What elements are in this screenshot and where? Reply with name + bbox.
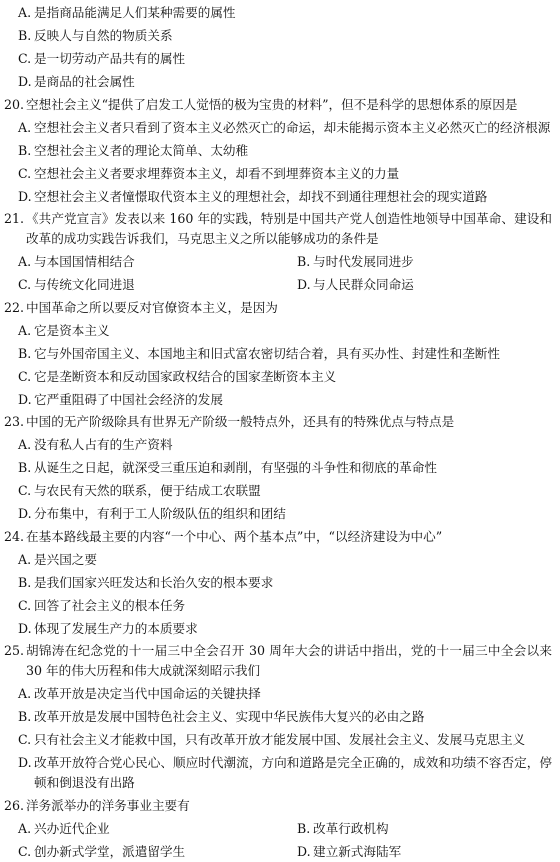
option-text: 与农民有天然的联系，便于结成工农联盟 [34,483,261,498]
option-letter: D. [297,277,311,292]
option-text: 改革行政机构 [313,820,389,836]
option-text: 创办新式学堂，派遣留学生 [34,843,186,859]
option-text: 从诞生之日起，就深受三重压迫和剥削，有坚强的斗争性和彻底的革命性 [34,460,437,475]
option-letter: A. [18,119,32,135]
option-b [4,141,552,161]
option-letter: C. [18,597,32,613]
option-b [285,819,552,839]
question-text: 《共产党宣言》发表以来 160 年的实践，特别是中国共产党人创造性地领导中国革命、建设和改革的成功实践告诉我们，马克思主义之所以能够成功的条件是 [26,211,552,246]
option-b [285,252,552,272]
option-c [4,596,552,616]
option-a [18,819,285,839]
option-row [4,275,552,295]
option-d [4,753,552,793]
question-26 [4,796,552,862]
question-22 [4,298,552,410]
option-c [4,367,552,387]
option-c [4,730,552,750]
option-text: 改革开放是发展中国特色社会主义、实现中华民族伟大复兴的必由之路 [34,709,425,724]
option-letter: B. [18,28,32,43]
option-text: 只有社会主义才能救中国，只有改革开放才能发展中国、发展社会主义、发展马克思主义 [34,732,526,747]
option-text: 没有私人占有的生产资料 [34,437,173,452]
option-text: 改革开放是决定当代中国命运的关键抉择 [34,686,261,701]
option-text: 是兴国之要 [34,551,97,567]
option-letter: A. [18,551,32,567]
option-row [4,252,552,272]
option-letter: A. [18,254,32,269]
question-text: 胡锦涛在纪念党的十一届三中全会召开 30 周年大会的讲话中指出，党的十一届三中全会以来 30 年的伟大历程和伟大成就深刻昭示我们 [26,643,552,678]
option-letter: B. [297,254,311,269]
question-stem [4,527,552,547]
question-text: 洋务派举办的洋务事业主要有 [26,797,190,813]
option-c [18,275,285,295]
option-text: 它是垄断资本和反动国家政权结合的国家垄断资本主义 [34,368,337,384]
option-d [4,390,552,410]
question-23 [4,412,552,524]
option-a [4,550,552,570]
option-b [4,573,552,593]
option-text: 与时代发展同进步 [313,254,414,269]
option-letter: B. [18,574,32,590]
option-b [4,458,552,478]
option-text: 是商品的社会属性 [34,74,135,89]
option-text: 兴办近代企业 [34,820,110,836]
option-letter: C. [18,732,32,747]
option-c [4,49,552,69]
option-text: 是指商品能满足人们某种需要的属性 [34,5,236,20]
option-text: 空想社会主义者要求埋葬资本主义，却看不到埋葬资本主义的力量 [34,165,400,181]
question-stem [4,95,552,115]
question-number: 26. [4,797,25,813]
option-letter: C. [18,483,32,498]
question-number: 21. [4,211,25,226]
option-b [4,344,552,364]
exam-page [0,3,560,859]
option-text: 它与外国帝国主义、本国地主和旧式富农密切结合着，具有买办性、封建性和垄断性 [34,345,500,361]
option-letter: C. [18,843,32,859]
option-letter: B. [18,345,32,361]
option-b [4,26,552,46]
option-text: 回答了社会主义的根本任务 [34,597,186,613]
option-b [4,707,552,727]
option-letter: B. [18,142,32,158]
option-text: 它严重阻碍了中国社会经济的发展 [34,391,223,407]
question-text: 空想社会主义“提供了启发工人觉悟的极为宝贵的材料”，但不是科学的思想体系的原因是 [26,96,518,112]
option-letter: C. [18,51,32,66]
option-text: 空想社会主义者憧憬取代资本主义的理想社会，却找不到通往理想社会的现实道路 [34,188,488,204]
option-a [4,118,552,138]
question-text: 中国的无产阶级除具有世界无产阶级一般特点外，还具有的特殊优点与特点是 [26,414,455,429]
option-text: 与人民群众同命运 [313,277,414,292]
option-row [4,842,552,862]
option-text: 空想社会主义者只看到了资本主义必然灭亡的命运，却未能揭示资本主义必然灭亡的经济根源 [34,119,551,135]
option-text: 建立新式海陆军 [313,843,402,859]
option-text: 它是资本主义 [34,322,110,338]
option-c [4,164,552,184]
question-stem [4,412,552,432]
question-text: 中国革命之所以要反对官僚资本主义，是因为 [26,299,278,315]
option-a [18,252,285,272]
option-letter: D. [18,188,32,204]
option-letter: D. [18,620,32,636]
option-letter: A. [18,820,32,836]
question-stem [4,796,552,816]
option-text: 分布集中，有利于工人阶级队伍的组织和团结 [34,506,286,521]
option-a [4,321,552,341]
prev-question-options [4,3,552,92]
option-letter: B. [18,709,32,724]
option-letter: D. [18,506,32,521]
option-text: 与本国国情相结合 [34,254,135,269]
option-text: 空想社会主义者的理论太简单、太幼稚 [34,142,249,158]
question-stem [4,298,552,318]
option-letter: D. [297,843,311,859]
option-letter: D. [18,755,32,770]
option-text: 与传统文化同进退 [34,277,135,292]
option-a [4,684,552,704]
question-number: 25. [4,643,25,658]
question-20 [4,95,552,207]
option-letter: A. [18,686,32,701]
option-letter: A. [18,322,32,338]
option-text: 改革开放符合党心民心、顺应时代潮流，方向和道路是完全正确的，成效和功绩不容否定，停顿和倒退没有出路 [34,755,552,790]
option-a [4,3,552,23]
option-letter: D. [18,74,32,89]
option-c [18,842,285,862]
option-letter: B. [297,820,311,836]
question-21 [4,209,552,295]
option-c [4,481,552,501]
option-letter: C. [18,165,32,181]
option-d [4,619,552,639]
question-stem [4,641,552,681]
option-d [4,187,552,207]
option-letter: A. [18,437,32,452]
option-d [4,504,552,524]
question-number: 20. [4,96,25,112]
question-number: 23. [4,414,25,429]
question-stem [4,209,552,249]
option-text: 体现了发展生产力的本质要求 [34,620,198,636]
option-a [4,435,552,455]
question-number: 24. [4,528,25,544]
option-letter: D. [18,391,32,407]
question-text: 在基本路线最主要的内容“一个中心、两个基本点”中，“以经济建设为中心” [26,528,443,544]
option-letter: C. [18,368,32,384]
option-d [285,842,552,862]
option-letter: A. [18,5,32,20]
option-row [4,819,552,839]
option-text: 是我们国家兴旺发达和长治久安的根本要求 [34,574,274,590]
option-letter: B. [18,460,32,475]
option-d [285,275,552,295]
option-d [4,72,552,92]
option-text: 是一切劳动产品共有的属性 [34,51,186,66]
question-number: 22. [4,299,25,315]
option-letter: C. [18,277,32,292]
option-text: 反映人与自然的物质关系 [34,28,173,43]
question-24 [4,527,552,639]
question-25 [4,641,552,793]
